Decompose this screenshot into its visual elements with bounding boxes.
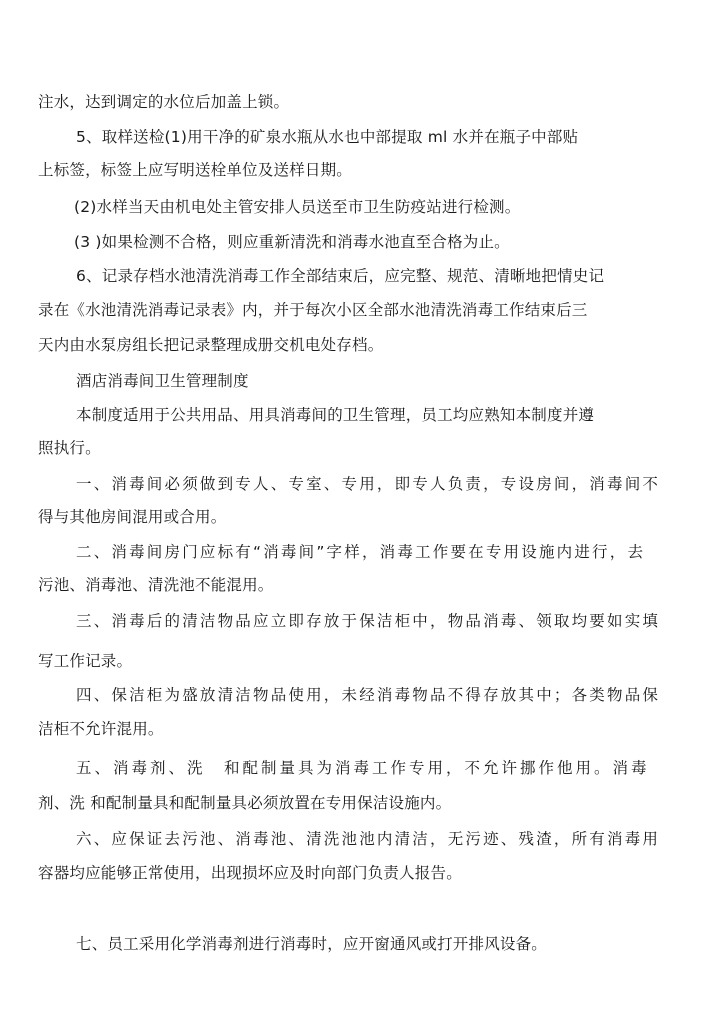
text-line: 录在《水池清洗消毒记录表》内，并于每次小区全部水池清洗消毒工作结束后三 (38, 301, 588, 319)
text-line: 注水，达到调定的水位后加盖上锁。 (38, 93, 290, 111)
text-line: 写工作记录。 (38, 652, 133, 670)
text-line: (2)水样当天由机电处主管安排人员送至市卫生防疫站进行检测。 (74, 198, 521, 216)
text-line: 洁柜不允许混用。 (38, 720, 164, 738)
text-line: 二、消毒间房门应标有“消毒间”字样，消毒工作要在专用设施内进行，去 (76, 543, 646, 561)
text-line: 天内由水泵房组长把记录整理成册交机电处存档。 (38, 336, 384, 354)
text-line: 五、消毒剂、洗 和配制量具为消毒工作专用，不允许挪作他用。消毒 (76, 759, 650, 777)
text-line: 七、员工采用化学消毒剂进行消毒时，应开窗通风或打开排风设备。 (76, 935, 548, 953)
text-line: 6、记录存档水池清洗消毒工作全部结束后，应完整、规范、清晰地把情史记 (76, 267, 605, 285)
text-line: 照执行。 (38, 439, 101, 457)
text-line: 污池、消毒池、清洗池不能混用。 (38, 576, 274, 594)
section-title: 酒店消毒间卫生管理制度 (76, 372, 249, 390)
text-line: 5、取样送检(1)用干净的矿泉水瓶从水也中部提取 ml 水并在瓶子中部贴 (76, 128, 579, 146)
text-line: (3 )如果检测不合格，则应重新清洗和消毒水池直至合格为止。 (74, 233, 510, 251)
text-line: 本制度适用于公共用品、用具消毒间的卫生管理，员工均应熟知本制度并遵 (76, 406, 595, 424)
text-line: 剂、洗 和配制量具和配制量具必须放置在专用保洁设施内。 (38, 794, 452, 812)
text-line: 上标签，标签上应写明送栓单位及送样日期。 (38, 161, 353, 179)
text-line: 一、消毒间必须做到专人、专室、专用，即专人负责，专设房间，消毒间不 (76, 475, 661, 493)
text-line: 三、消毒后的清洁物品应立即存放于保洁柜中，物品消毒、领取均要如实填 (76, 612, 661, 630)
text-line: 六、应保证去污池、消毒池、清洗池池内清洁，无污迹、残渣，所有消毒用 (76, 830, 661, 848)
text-line: 得与其他房间混用或合用。 (38, 508, 227, 526)
text-line: 容器均应能够正常使用，出现损坏应及时向部门负责人报告。 (38, 864, 462, 882)
text-line: 四、保洁柜为盛放清洁物品使用，未经消毒物品不得存放其中；各类物品保 (76, 686, 661, 704)
